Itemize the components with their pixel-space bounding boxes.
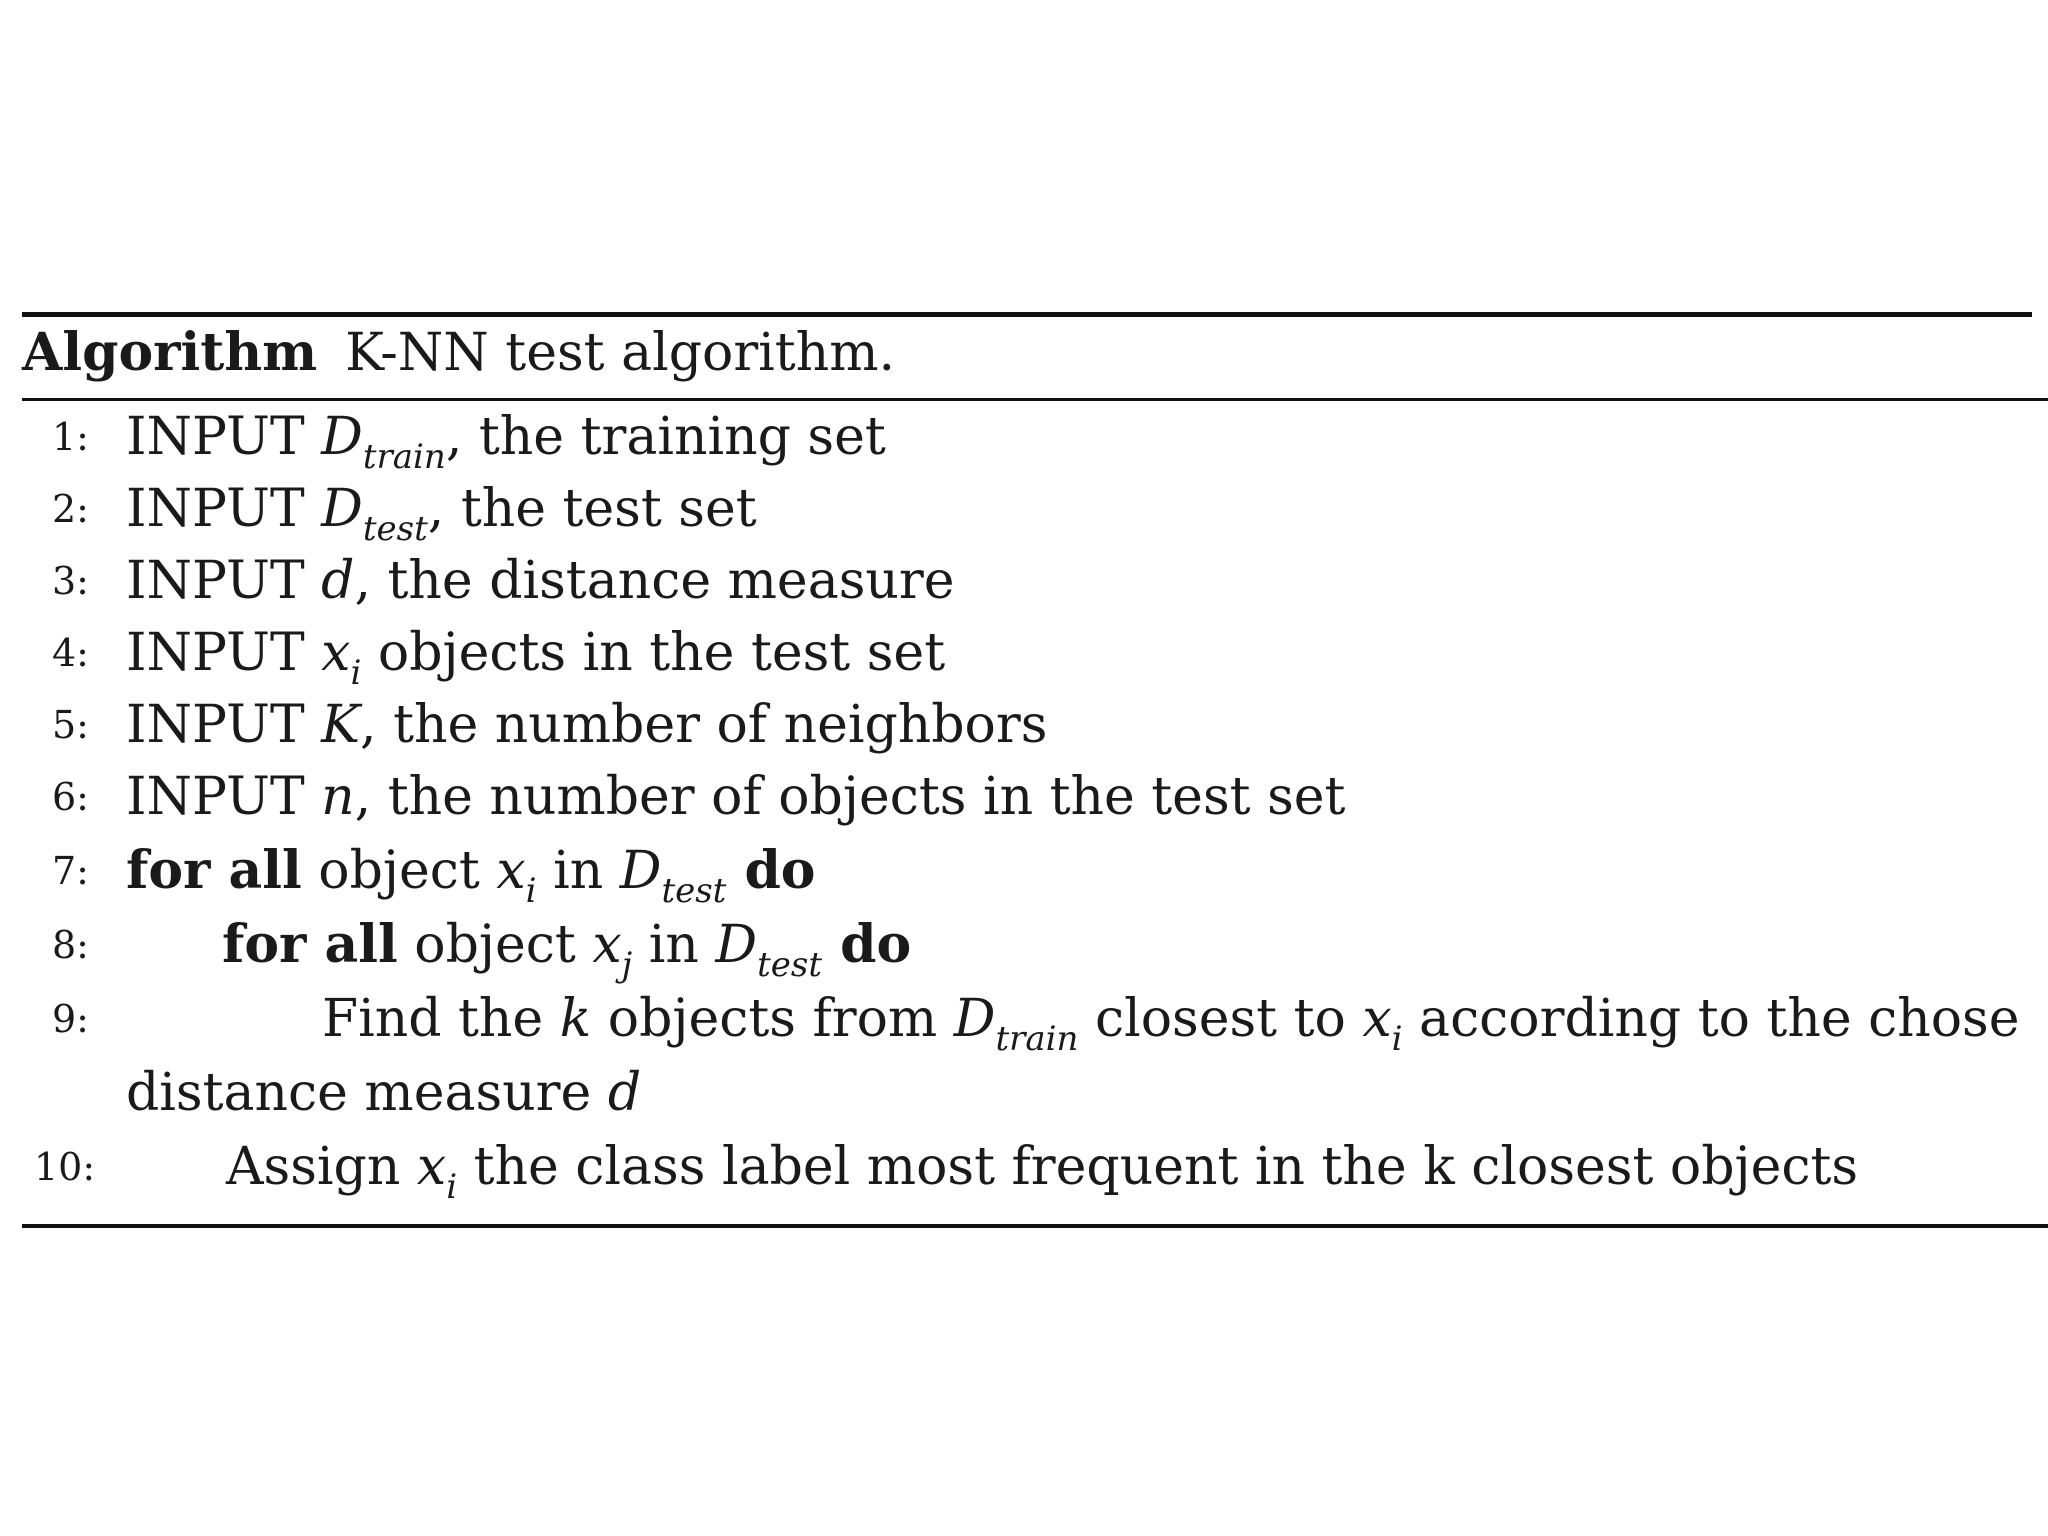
line-number: 9: [52,997,89,1041]
line-number: 1: [52,415,89,459]
for-all-keyword: for all [222,914,398,975]
variable: D [321,479,363,539]
variable: D [321,407,363,467]
input-keyword: INPUT [126,623,305,683]
subscript: j [621,945,633,985]
subscript: i [350,653,362,693]
line-number: 2: [52,487,89,531]
variable: D [715,915,758,975]
line-text: , the number of neighbors [360,695,1048,755]
subscript: i [525,871,537,911]
variable: x [416,1137,447,1197]
line-text: according to the chose [1402,989,2020,1049]
subscript: test [757,945,823,985]
line-text: , the number of objects in the test set [354,767,1346,827]
input-keyword: INPUT [126,767,305,827]
variable: x [496,841,526,901]
variable: k [559,989,592,1049]
variable: K [321,695,361,755]
algorithm-keyword: Algorithm [22,322,318,383]
input-keyword: INPUT [126,479,305,539]
do-keyword: do [822,914,912,975]
line-text: in [632,915,716,975]
header-rule [22,398,2048,401]
line-text: in [536,841,620,901]
variable: d [321,551,355,611]
variable: x [1362,989,1392,1049]
line-text: , the training set [445,407,886,467]
line-text: Assign [226,1137,417,1197]
input-keyword: INPUT [126,551,305,611]
variable: D [619,841,662,901]
line-number: 10: [34,1145,96,1189]
line-text: distance measure [126,1063,608,1123]
line-text: objects in the test set [361,623,946,683]
line-text: Find the [322,989,560,1049]
input-keyword: INPUT [126,407,305,467]
variable: d [607,1063,642,1123]
algorithm-title: K-NN test algorithm. [345,323,896,383]
subscript: train [995,1019,1079,1059]
line-number: 8: [52,923,89,967]
line-number: 5: [52,703,89,747]
line-text: the class label most frequent in the k closest objects [457,1137,1859,1197]
line-text: closest to [1078,989,1363,1049]
line-number: 3: [52,559,89,603]
algorithm-block [22,0,2048,1536]
line-text: objects from [591,989,954,1049]
variable: n [321,767,355,827]
algorithm-header [22,322,895,384]
subscript: i [1391,1019,1403,1059]
subscript: test [661,871,727,911]
subscript: train [362,437,446,477]
line-number: 7: [52,849,89,893]
line-text: , the test set [427,479,757,539]
line-number: 6: [52,775,89,819]
bottom-rule [22,1224,2048,1228]
for-all-keyword: for all [126,840,302,901]
input-keyword: INPUT [126,695,305,755]
do-keyword: do [726,840,816,901]
line-text: object [301,841,497,901]
line-text: , the distance measure [354,551,955,611]
subscript: i [446,1167,458,1207]
variable: x [321,623,351,683]
line-number: 4: [52,631,89,675]
variable: x [592,915,622,975]
top-rule [22,312,2032,317]
variable: D [953,989,996,1049]
line-text: object [397,915,593,975]
subscript: test [362,509,428,549]
